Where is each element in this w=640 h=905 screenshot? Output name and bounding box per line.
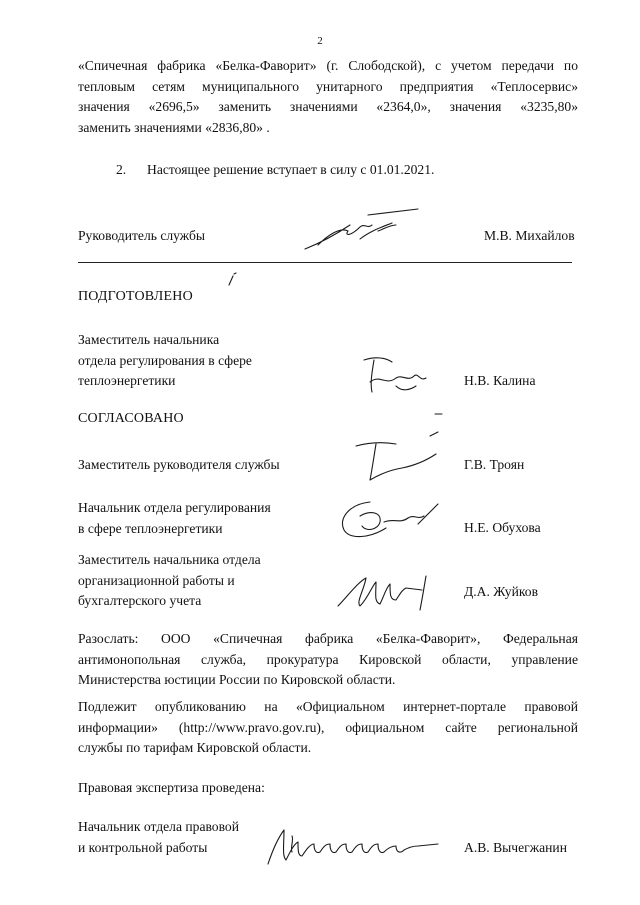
approver-position (78, 550, 261, 612)
paragraph-line: Министерства юстиции России по Кировской области. (78, 672, 396, 687)
approver-name: Н.Е. Обухова (464, 520, 541, 535)
head-position: Руководитель службы (78, 228, 206, 243)
approver-position (78, 498, 271, 539)
paragraph-line: тепловым сетям муниципального унитарного предприятия «Теплосервис» (78, 78, 578, 94)
point-number: 2. (116, 162, 127, 177)
position-line: Заместитель начальника отдела (78, 552, 261, 567)
point-2 (116, 160, 434, 181)
prepared-heading: ПОДГОТОВЛЕНО (78, 289, 193, 304)
prepared-signature-image (356, 352, 436, 402)
separator-line (78, 262, 572, 263)
position-line: Заместитель начальника (78, 332, 220, 347)
approver-signature-image (350, 430, 450, 485)
approver-signature-image (330, 568, 455, 614)
stray-mark (434, 412, 444, 416)
position-line: бухгалтерского учета (78, 593, 202, 608)
continuation-paragraph (78, 56, 578, 138)
point-text: Настоящее решение вступает в силу с 01.01.2021. (147, 162, 435, 177)
legal-review-signature-image (262, 822, 452, 870)
approved-heading: СОГЛАСОВАНО (78, 411, 184, 426)
position-line: и контрольной работы (78, 839, 208, 855)
paragraph-line: заменить значениями «2836,80» . (78, 119, 270, 135)
position-line: теплоэнергетики (78, 373, 176, 388)
page-number: 2 (317, 35, 323, 47)
paragraph-line: значения «2696,5» заменить значениями «2364,0», значения «3235,80» (78, 99, 578, 114)
position-line: Заместитель руководителя службы (78, 457, 280, 472)
position-line: Начальник отдела регулирования (78, 500, 271, 515)
legal-review-name: А.В. Вычегжанин (464, 840, 567, 855)
position-line: отдела регулирования в сфере (78, 352, 252, 368)
legal-review-text: Правовая экспертиза проведена: (78, 780, 265, 795)
stray-mark (226, 272, 238, 288)
approver-position (78, 455, 280, 476)
approver-signature-image (330, 492, 450, 544)
paragraph-line: службы по тарифам Кировской области. (78, 740, 312, 755)
position-line: организационной работы и (78, 572, 235, 588)
paragraph-line: Подлежит опубликованию на «Официальном интернет-портале правовой (78, 699, 578, 714)
head-signature-image (300, 205, 430, 255)
approver-name: Г.В. Троян (464, 457, 525, 472)
prepared-position (78, 330, 252, 392)
legal-review-position (78, 817, 239, 858)
paragraph-line: информации» (http://www.pravo.gov.ru), официальном сайте региональной (78, 719, 578, 735)
paragraph-line: антимонопольная служба, прокуратура Кировской области, управление (78, 651, 578, 667)
position-line: Начальник отдела правовой (78, 819, 240, 834)
approver-name: Д.А. Жуйков (464, 584, 539, 599)
prepared-name: Н.В. Калина (464, 373, 536, 388)
head-name: М.В. Михайлов (484, 228, 575, 243)
position-line: в сфере теплоэнергетики (78, 520, 223, 536)
paragraph-line: Разослать: ООО «Спичечная фабрика «Белка-Фаворит», Федеральная (78, 631, 578, 646)
publication-paragraph (78, 697, 578, 759)
distribution-paragraph (78, 629, 578, 691)
paragraph-line: «Спичечная фабрика «Белка-Фаворит» (г. Слободской), с учетом передачи по (78, 58, 578, 73)
